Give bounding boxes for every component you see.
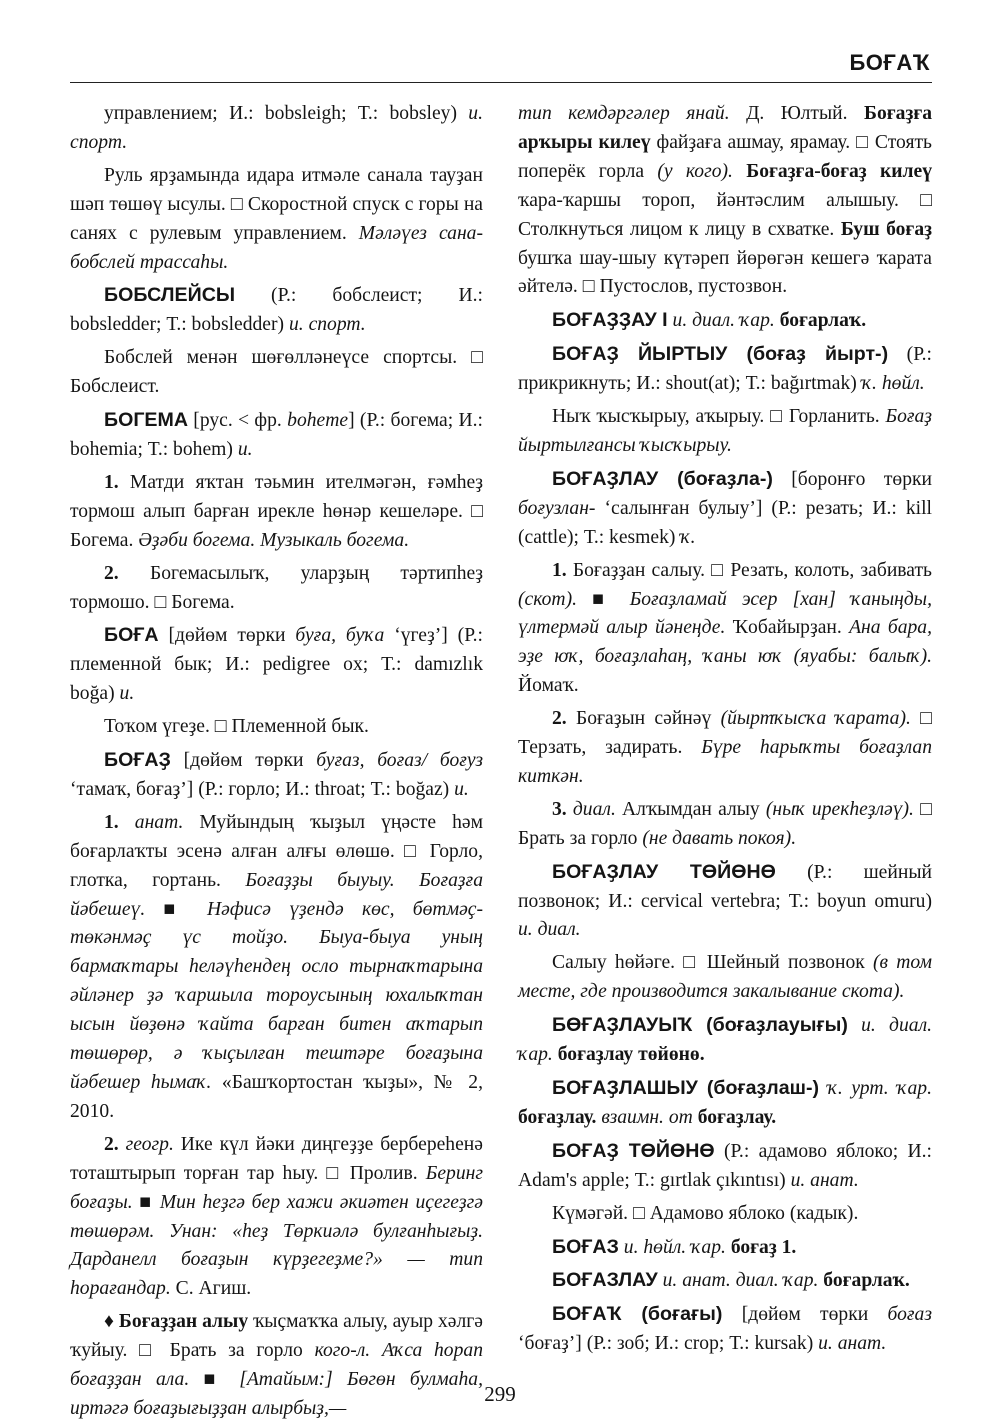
body-text: ] (Р.: богема; И.: bohemia; Т.: bohem) [70, 410, 483, 460]
body-text [119, 812, 135, 833]
body-text: управлением; И.: bobsleigh; Т.: bobsley) [104, 103, 469, 124]
dictionary-paragraph [518, 1137, 932, 1196]
entry-headword: БОҒАҘ ТӨЙӨНӨ [552, 1139, 715, 1162]
italic-text: геогр. [125, 1133, 174, 1155]
italic-text: анат. [134, 811, 184, 833]
italic-text: (йыртҡысҡа ҡарата). [720, 708, 911, 730]
dictionary-paragraph [70, 162, 483, 278]
italic-text: и. һөйл. ҡар. [623, 1236, 726, 1258]
italic-text: боғузлан- [518, 497, 596, 519]
body-text: ■ [189, 1369, 240, 1391]
dictionary-paragraph [518, 858, 932, 946]
dictionary-paragraph [70, 560, 483, 618]
italic-text: буғаз, боғаз/ боғуз [316, 750, 483, 772]
dictionary-paragraph [518, 796, 932, 854]
bold-text: 2. [552, 708, 567, 730]
dictionary-paragraph [518, 306, 932, 336]
body-text: Бобслей менән шөғөлләнеүсе спортсы. □ Бобслеист. [70, 347, 483, 398]
bold-text: Боғаҙға-боғаҙ килеү [746, 160, 933, 182]
entry-headword: БОҒАҘ [104, 749, 171, 772]
body-text: бушҡа шау-шыу күтәреп йөрөгән кешегә ҡарата әйтелә. □ Пустослов, пустозвон. [518, 247, 932, 298]
body-text: (Р.: адамово яблоко; И.: Adam's apple; Т.: gırtlak çıkıntısı) [518, 1140, 932, 1191]
entry-headword: БОҒАҘЛАУ ТӨЙӨНӨ [552, 860, 776, 883]
body-text: (Р.: шейный позвонок; И.: cervical vertebra; Т.: boyun omuru) [518, 861, 932, 912]
body-text: Боғаҙҙан салыу. □ Резать, колоть, забивать [566, 559, 932, 581]
body-text: (Р.: бобслеист; И.: bobsledder; Т.: bobsledder) [70, 285, 483, 336]
body-text [819, 1078, 828, 1099]
italic-text: боғаз [887, 1304, 932, 1326]
italic-text: и. анат. диал. ҡар. [662, 1270, 819, 1292]
body-text: □ Терзать, задирать. [518, 708, 932, 759]
body-text: ■ [577, 588, 630, 610]
body-text [733, 161, 746, 182]
body-text: ҡыҫмаҡҡа алыу, ауыр хәлгә ҡуйыу. □ Брать за горло [70, 1311, 483, 1362]
italic-text: и. [237, 438, 253, 460]
italic-text: Мәләүез сана-бобслей трассаһы. [70, 222, 483, 273]
body-text: С. Агиш. [170, 1278, 252, 1300]
dictionary-paragraph [518, 1266, 932, 1296]
bold-text: 1. [104, 471, 119, 493]
dictionary-paragraph [70, 809, 483, 1127]
dictionary-paragraph [518, 100, 932, 302]
italic-text: и. диал. ҡар. [672, 310, 775, 332]
body-text: ■ [132, 1191, 160, 1213]
italic-text: (в том месте, где производится закалывание скота). [518, 952, 932, 1003]
bold-text: 1. [104, 811, 119, 833]
entry-headword: БОБСЛЕЙСЫ [104, 284, 236, 307]
italic-text: Боғаҙламай эсер [хан] ҡаныңды, үлтермәй алыр йәнеңде. [518, 588, 932, 639]
dictionary-paragraph [70, 1131, 483, 1304]
body-text [119, 1134, 126, 1155]
body-text: (Р.: прикрикнуть; И.: shout(at); Т.: bağırtmak) [518, 344, 932, 395]
bold-text: 2. [104, 562, 119, 584]
body-text: [рус. < фр. [187, 410, 288, 432]
bold-text: боғаҙлау. [518, 1106, 597, 1128]
body-text: ҡара-ҡаршы тороп, йәнтәслим алышыу. □ Столкнуться лицом к лицу в схватке. [518, 189, 932, 240]
italic-text: и. спорт. [288, 314, 366, 336]
dictionary-paragraph [70, 281, 483, 340]
italic-text: (не давать покоя). [642, 827, 797, 849]
body-text: ■ [145, 898, 207, 920]
body-text: Тоҡом үгеҙе. □ Племенной бык. [104, 716, 369, 738]
italic-text: Боғаҙ йыртылғансы ҡысҡырыу. [518, 406, 932, 456]
entry-headword: БОҒАҘЛАШЫУ (боғаҙлаш-) [552, 1077, 820, 1099]
body-text: Богемасылыҡ, уларҙың тәртипһеҙ тормошо. □ Богема. [70, 562, 483, 613]
italic-text: буға, буҡа [295, 625, 385, 647]
body-text: Ҡобайырҙан. [725, 617, 850, 639]
entry-headword: БОҒАЗЛАУ [552, 1269, 658, 1292]
body-text: Боғаҙын сәйнәү [566, 708, 721, 730]
body-text: [дөйөм төрки [158, 625, 296, 647]
entry-headword: БОГЕМА [104, 409, 188, 432]
entry-headword: БӨҒАҘЛАУЫҠ (боғаҙлауығы) [552, 1014, 848, 1037]
body-text: Руль ярҙамында идара итмәле санала тауҙан шәп төшөү ысулы. □ Скоростной спуск с горы на санях с рулевым управлением. [70, 164, 483, 244]
bold-text: боғарлаҡ. [779, 310, 867, 332]
entry-headword: БОҒАҠ (боғағы) [552, 1303, 723, 1326]
bold-text: Буш боғаҙ [840, 218, 932, 240]
body-text: ‘тамаҡ, боғаҙ’] (Р.: горло; И.: throat; Т.: boğaz) [70, 778, 455, 800]
page-number: 299 [484, 1382, 516, 1406]
bold-text: боғарлаҡ. [823, 1270, 910, 1292]
italic-text: тип кемдәргәлер янай. [518, 103, 730, 124]
dictionary-paragraph [518, 1011, 932, 1070]
italic-text: и. спорт. [70, 103, 483, 153]
entry-headword: БОҒАҘЛАУ (боғаҙла-) [552, 467, 773, 490]
bold-text: боғаҙлау төйөнө. [557, 1044, 705, 1066]
italic-text: и. [119, 683, 135, 705]
dictionary-paragraph [70, 344, 483, 402]
italic-text: boheme [287, 410, 349, 432]
body-text: Ике күл йәки диңгеҙҙе бербереһенә тоташтырып торған тар һыу. □ Пролив. [70, 1133, 483, 1184]
body-text: [боронғо төрки [772, 468, 932, 490]
italic-text: (скот). [518, 588, 578, 610]
italic-text: (у кого). [657, 160, 733, 182]
dictionary-paragraph [70, 713, 483, 742]
italic-text: Беринг боғаҙы. [70, 1162, 483, 1213]
running-head: БОҒАҠ [849, 50, 930, 75]
body-text: Күмәгәй. □ Адамово яблоко (кадык). [552, 1202, 859, 1224]
dictionary-paragraph [70, 746, 483, 805]
italic-text: и. анат. [818, 1333, 887, 1355]
dictionary-paragraph [518, 403, 932, 461]
bold-text: 2. [104, 1133, 119, 1155]
dictionary-paragraph [518, 705, 932, 792]
dictionary-paragraph [518, 1300, 932, 1359]
entry-headword: БОҒАЗ [552, 1235, 619, 1258]
dictionary-paragraph [70, 621, 483, 709]
italic-text: Боғаҙҙы быуыу. Боғаҙға йәбешеү. [70, 869, 483, 920]
dictionary-paragraph [518, 557, 932, 702]
italic-text: ҡ. һөйл. [861, 373, 925, 395]
bold-text: Боғаҙға арҡыры килеү [518, 103, 933, 153]
entry-headword: БОҒАҘ ЙЫРТЫУ (боғаҙ йырт-) [552, 343, 889, 366]
dictionary-paragraph [70, 406, 483, 465]
dictionary-paragraph [518, 465, 932, 553]
page-header [70, 40, 932, 83]
body-text: □ Брать за горло [518, 798, 932, 849]
dictionary-paragraph [518, 340, 932, 399]
body-text: Йомаҡ. [518, 675, 579, 697]
italic-text: и. диал. ҡар. [518, 1015, 933, 1066]
italic-text: диал. [572, 798, 616, 820]
italic-text: и. диал. [518, 919, 581, 941]
italic-text: и. [454, 778, 469, 800]
body-text: Салыу һөйәге. □ Шейный позвонок [552, 952, 874, 974]
body-text: «Башҡортостан ҡыҙы», № 2, 2010. [70, 1072, 484, 1122]
dictionary-paragraph [518, 1200, 932, 1229]
entry-headword: БОҒАҘҘАУ I [552, 309, 668, 332]
body-text [848, 1015, 861, 1036]
body-text: [дөйөм төрки [722, 1304, 888, 1326]
body-text: ‘үгеҙ’] (Р.: племенной бык; И.: pedigree ox; Т.: damızlık boğa) [70, 625, 483, 705]
italic-text: (ныҡ ирекһеҙләү). [765, 798, 914, 820]
body-text: файҙаға ашмау, ярамау. □ Стоять поперёк горла [518, 131, 932, 182]
dictionary-paragraph [518, 1233, 932, 1263]
dictionary-paragraph [70, 469, 483, 556]
dictionary-paragraph [518, 949, 932, 1007]
bold-text: боғаҙлау. [697, 1106, 777, 1128]
body-text: ‘боғаҙ’] (Р.: зоб; И.: crop; Т.: kursak) [518, 1333, 819, 1355]
italic-text: ҡ. урт. ҡар. [827, 1078, 932, 1099]
entry-headword: БОҒА [104, 624, 159, 647]
italic-text: взаимн. от [601, 1106, 693, 1128]
italic-text: Нәфисә үҙендә көс, бөтмәҫ-төкәнмәҫ үс тойҙо. Быуа-быуа уның бармаҡтары һеләүһендең осло тырнаҡтарына әйләнер ҙә ҡаршыла тороусының юхалыҡтан ысын йөҙөнә ҡайта барған битен аҡтарып төшөрөр, ә ҡыҫылған тештәре боғаҙына йәбешер һымаҡ. [70, 898, 483, 1093]
body-text: Д. Юлтый. [729, 103, 864, 124]
bold-text: 3. [552, 798, 567, 820]
body-text: Алҡымдан алыу [615, 798, 766, 820]
italic-text: [Атайым:] Бөгөн булмаһа, иртәгә боғаҙығыҙҙан алырбыҙ,— [70, 1369, 483, 1419]
italic-text: Ана бара, эҙе юҡ, боғаҙлаһаң, ҡаны юҡ (яуабы: балыҡ). [518, 617, 932, 668]
italic-text: Әҙәби богема. Музыкаль богема. [138, 529, 410, 551]
bold-text: боғаҙ 1. [730, 1236, 797, 1258]
italic-text: Бүре һарыҡты боғаҙлап киткән. [518, 737, 932, 787]
left-column [70, 100, 483, 1428]
dictionary-paragraph [518, 1074, 932, 1133]
bold-text: ♦ Боғаҙҙан алыу [104, 1311, 249, 1333]
body-text: Матди яҡтан тәьмин ителмәгән, ғәмһеҙ тормош алып барған ирекле һөнәр кешеләре. □ Богема. [70, 471, 483, 551]
italic-text: Мин һеҙгә бер хажи әкиәтен иҫегеҙгә төшөрәм. Унан: «һеҙ Төркиәлә булғанһығыҙ. Дарданелл боғаҙын күрҙегеҙме?» — тип һорағандар. [70, 1191, 483, 1300]
right-column [518, 100, 932, 1363]
italic-text: кого-л. Аҡса һорап боғаҙҙан ала. [70, 1340, 483, 1391]
italic-text: ҡ. [680, 526, 696, 548]
body-text: [дөйөм төрки [170, 750, 317, 772]
bold-text: 1. [552, 559, 567, 581]
body-text: Муйындың ҡыҙыл үңәсте һәм боғарлаҡты эсенә алған алғы өлөшө. □ Горло, глотка, гортань. [70, 811, 483, 891]
dictionary-paragraph [70, 100, 483, 158]
body-text: ‘салынған булыу’] (Р.: резать; И.: kill (cattle); Т.: kesmek) [518, 497, 932, 548]
italic-text: и. анат. [790, 1169, 859, 1191]
body-text: Ныҡ ҡысҡырыу, аҡырыу. □ Горланить. [552, 406, 886, 428]
